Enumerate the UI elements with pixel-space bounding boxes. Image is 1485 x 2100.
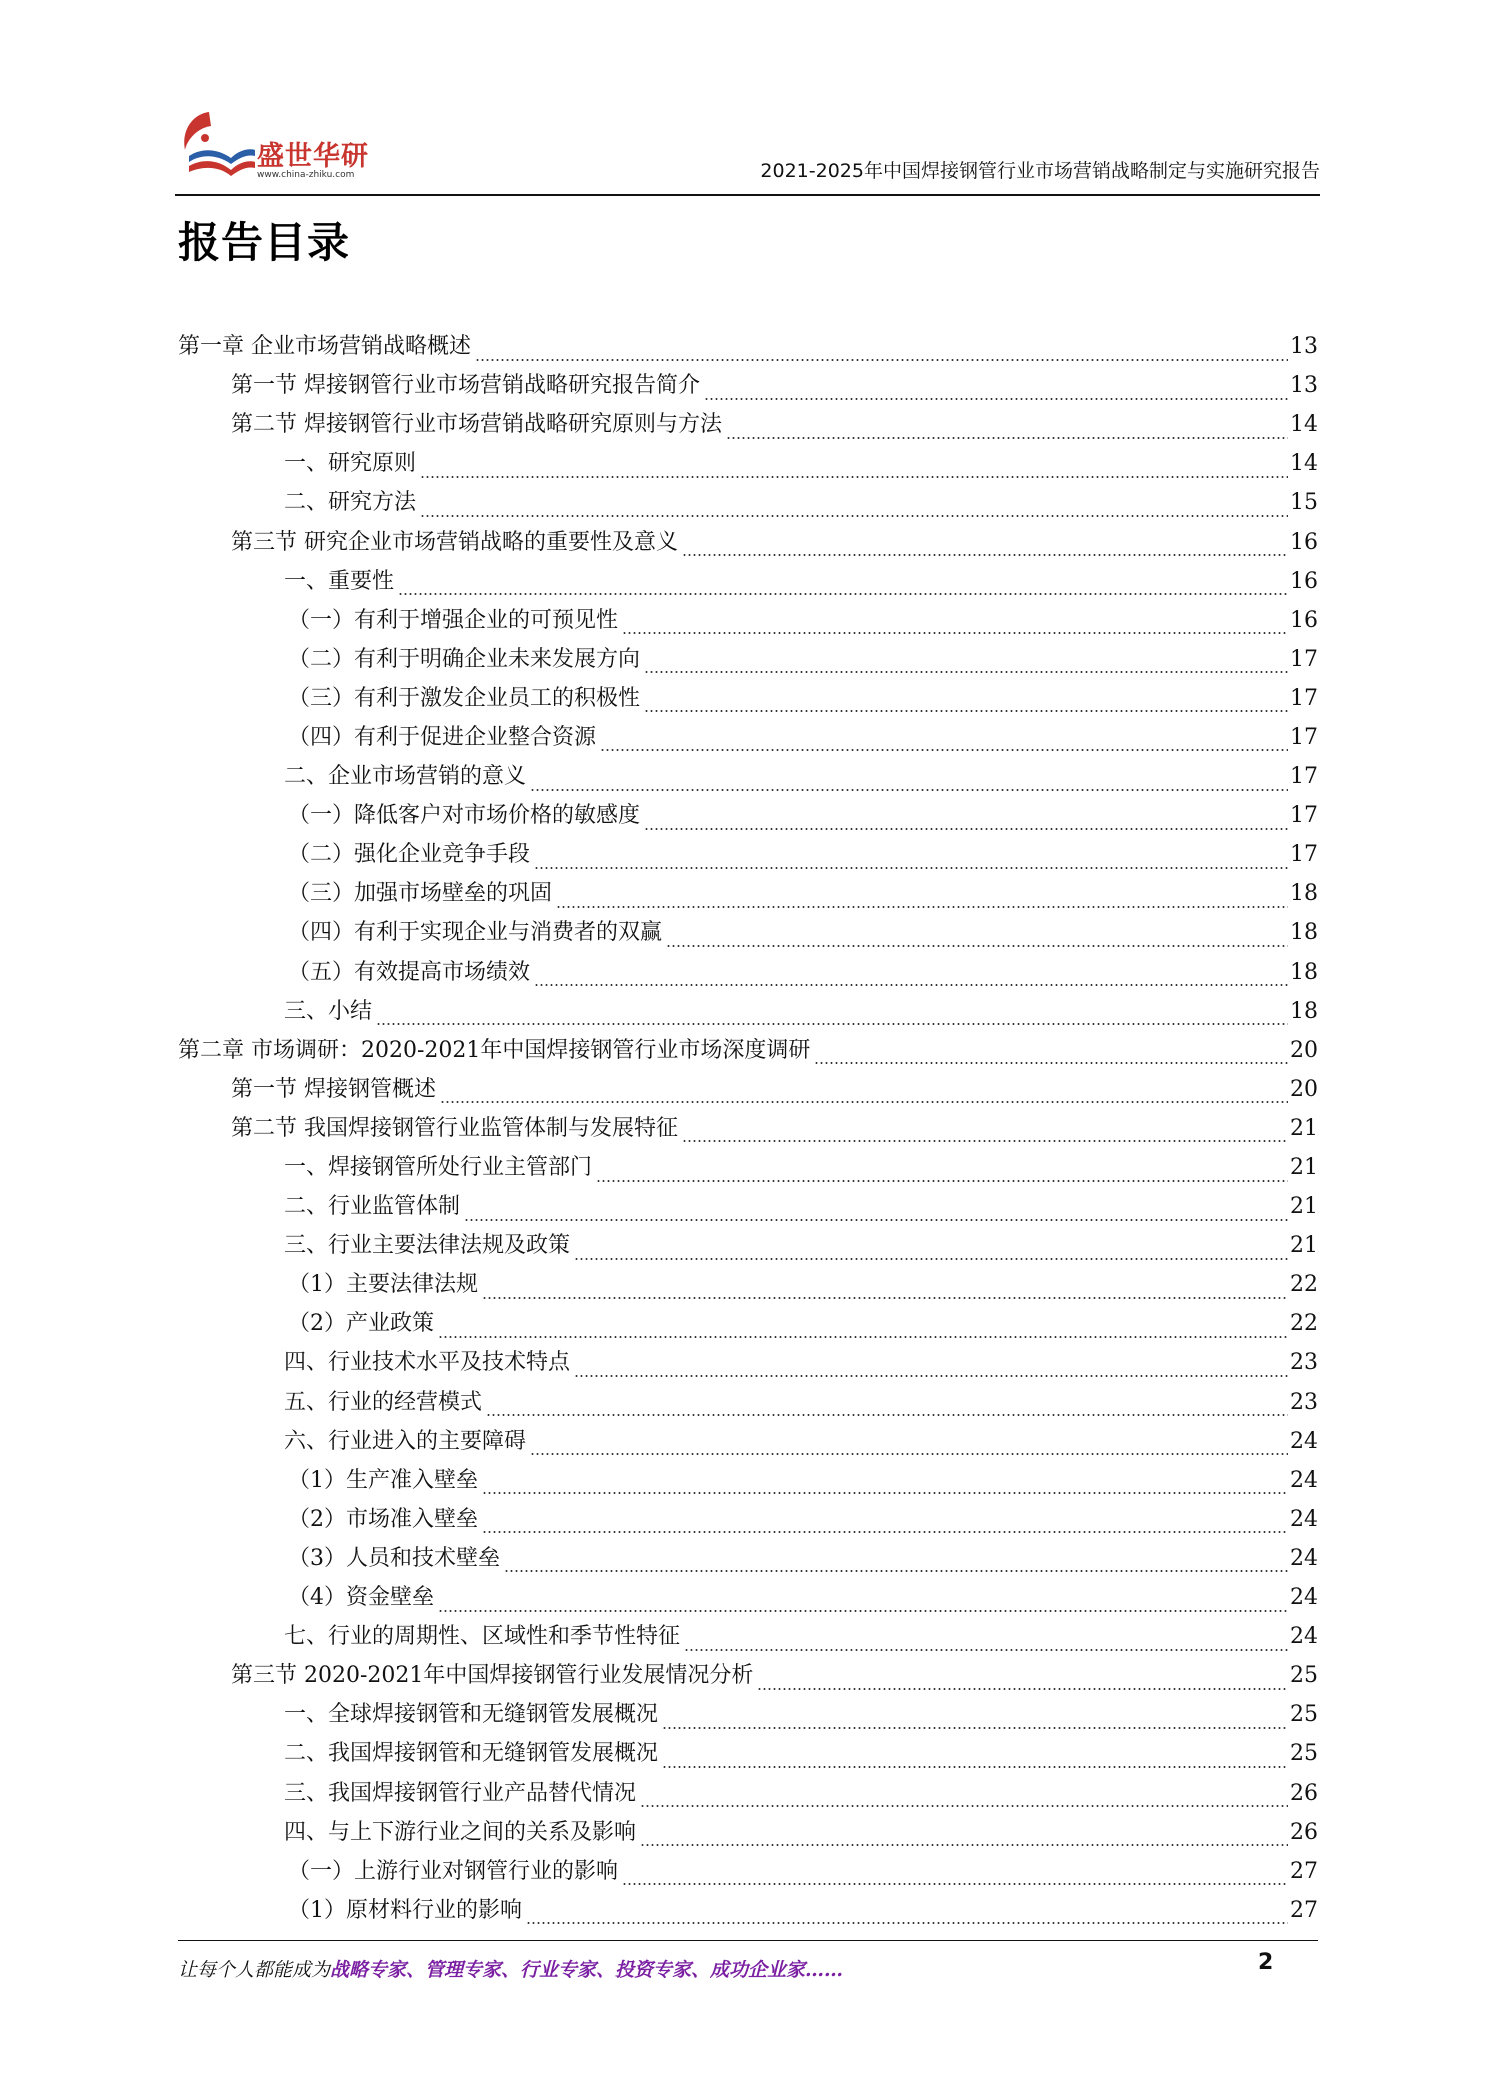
toc-entry-page: 17 <box>1290 724 1318 750</box>
toc-entry-page: 24 <box>1290 1467 1318 1493</box>
toc-entry-title: 一、重要性 <box>284 568 395 594</box>
toc-entry[interactable] <box>178 1656 1318 1695</box>
toc-dot-leader <box>504 1543 1288 1573</box>
toc-entry-page: 24 <box>1290 1428 1318 1454</box>
toc-entry-title: 四、与上下游行业之间的关系及影响 <box>284 1819 637 1845</box>
toc-entry[interactable] <box>178 1734 1318 1773</box>
toc-dot-leader <box>596 1153 1288 1183</box>
toc-entry[interactable] <box>178 1773 1318 1812</box>
toc-entry-page: 13 <box>1290 334 1318 360</box>
toc-entry-title: （二）强化企业竞争手段 <box>288 842 531 868</box>
toc-dot-leader <box>757 1661 1288 1691</box>
toc-entry-page: 14 <box>1290 451 1318 477</box>
toc-entry-title: （五）有效提高市场绩效 <box>288 959 531 985</box>
toc-entry[interactable] <box>178 1343 1318 1382</box>
toc-entry-title: 第二章 市场调研：2020-2021年中国焊接钢管行业市场深度调研 <box>178 1037 811 1063</box>
toc-entry-page: 24 <box>1290 1624 1318 1650</box>
toc-entry-title: （2）市场准入壁垒 <box>288 1506 478 1532</box>
toc-dot-leader <box>526 1895 1288 1925</box>
toc-dot-leader <box>534 957 1288 987</box>
toc-entry-page: 20 <box>1290 1037 1318 1063</box>
toc-entry-page: 17 <box>1290 764 1318 790</box>
toc-entry-page: 18 <box>1290 998 1318 1024</box>
toc-dot-leader <box>440 1074 1288 1104</box>
toc-dot-leader <box>682 527 1288 557</box>
toc-entry[interactable] <box>178 1695 1318 1734</box>
toc-dot-leader <box>530 1426 1288 1456</box>
toc-dot-leader <box>684 1622 1288 1652</box>
page-number: 2 <box>1258 1950 1274 1975</box>
toc-entry[interactable] <box>178 327 1318 366</box>
toc-entry-page: 27 <box>1290 1897 1318 1923</box>
toc-entry-page: 17 <box>1290 842 1318 868</box>
toc-dot-leader <box>482 1465 1288 1495</box>
toc-entry[interactable] <box>178 1226 1318 1265</box>
toc-entry-title: （4）资金壁垒 <box>288 1585 434 1611</box>
toc-dot-leader <box>644 683 1288 713</box>
toc-entry-title: 二、研究方法 <box>284 490 417 516</box>
toc-entry[interactable] <box>178 1070 1318 1109</box>
toc-entry[interactable] <box>178 444 1318 483</box>
toc-entry-page: 16 <box>1290 607 1318 633</box>
report-title: 2021-2025年中国焊接钢管行业市场营销战略制定与实施研究报告 <box>760 160 1320 182</box>
toc-entry-page: 13 <box>1290 373 1318 399</box>
toc-entry-title: 一、研究原则 <box>284 451 417 477</box>
toc-entry-page: 17 <box>1290 803 1318 829</box>
toc-entry-title: （一）有利于增强企业的可预见性 <box>288 607 619 633</box>
toc-entry[interactable] <box>178 1383 1318 1422</box>
toc-entry-page: 15 <box>1290 490 1318 516</box>
toc-entry-page: 24 <box>1290 1545 1318 1571</box>
toc-entry[interactable] <box>178 1187 1318 1226</box>
toc-dot-leader <box>438 1583 1288 1613</box>
toc-entry[interactable] <box>178 796 1318 835</box>
toc-entry-title: 二、行业监管体制 <box>284 1194 461 1220</box>
toc-dot-leader <box>640 1778 1288 1808</box>
toc-entry[interactable] <box>178 757 1318 796</box>
footer-divider <box>178 1940 1318 1941</box>
toc-entry[interactable] <box>178 1813 1318 1852</box>
book-logo-icon <box>175 106 257 186</box>
toc-dot-leader <box>662 1700 1288 1730</box>
toc-entry-title: 六、行业进入的主要障碍 <box>284 1428 527 1454</box>
toc-entry[interactable] <box>178 1539 1318 1578</box>
toc-entry-title: 第一节 焊接钢管概述 <box>231 1076 436 1102</box>
toc-entry-page: 18 <box>1290 959 1318 985</box>
toc-entry-title: 二、企业市场营销的意义 <box>284 764 527 790</box>
toc-entry-title: （二）有利于明确企业未来发展方向 <box>288 646 641 672</box>
toc-entry-page: 22 <box>1290 1311 1318 1337</box>
toc-entry[interactable] <box>178 1461 1318 1500</box>
toc-entry-title: 第二节 焊接钢管行业市场营销战略研究原则与方法 <box>231 412 722 438</box>
slogan-prefix: 让每个人都能成为 <box>178 1959 331 1981</box>
toc-entry-title: 三、小结 <box>284 998 373 1024</box>
toc-entry[interactable] <box>178 992 1318 1031</box>
toc-entry-page: 21 <box>1290 1233 1318 1259</box>
toc-entry[interactable] <box>178 874 1318 913</box>
toc-entry-page: 14 <box>1290 412 1318 438</box>
toc-heading: 报告目录 <box>178 218 351 267</box>
toc-dot-leader <box>376 996 1288 1026</box>
toc-entry-title: 第一节 焊接钢管行业市场营销战略研究报告简介 <box>231 373 700 399</box>
table-of-contents <box>178 327 1318 1930</box>
toc-entry-page: 16 <box>1290 529 1318 555</box>
toc-entry[interactable] <box>178 483 1318 522</box>
toc-entry-title: 第三节 研究企业市场营销战略的重要性及意义 <box>231 529 678 555</box>
toc-entry-page: 20 <box>1290 1076 1318 1102</box>
toc-entry-title: 七、行业的周期性、区域性和季节性特征 <box>284 1624 681 1650</box>
toc-entry-page: 26 <box>1290 1819 1318 1845</box>
toc-entry[interactable] <box>178 562 1318 601</box>
toc-entry-page: 25 <box>1290 1663 1318 1689</box>
header-divider <box>175 194 1320 196</box>
toc-entry[interactable] <box>178 679 1318 718</box>
toc-entry-title: 三、我国焊接钢管行业产品替代情况 <box>284 1780 637 1806</box>
toc-entry[interactable] <box>178 1578 1318 1617</box>
toc-entry-page: 17 <box>1290 685 1318 711</box>
toc-entry-title: 第二节 我国焊接钢管行业监管体制与发展特征 <box>231 1115 678 1141</box>
toc-entry[interactable] <box>178 1148 1318 1187</box>
toc-entry-page: 24 <box>1290 1506 1318 1532</box>
page-header <box>175 100 1320 196</box>
toc-entry-title: （三）加强市场壁垒的巩固 <box>288 881 553 907</box>
toc-entry-title: （一）上游行业对钢管行业的影响 <box>288 1858 619 1884</box>
toc-entry-page: 17 <box>1290 646 1318 672</box>
toc-entry[interactable] <box>178 1852 1318 1891</box>
toc-dot-leader <box>644 801 1288 831</box>
toc-entry[interactable] <box>178 366 1318 405</box>
toc-entry-title: （3）人员和技术壁垒 <box>288 1545 500 1571</box>
logo-name: 盛世华研 <box>257 141 369 172</box>
toc-dot-leader <box>622 605 1288 635</box>
toc-entry-title: 四、行业技术水平及技术特点 <box>284 1350 571 1376</box>
toc-dot-leader <box>438 1309 1288 1339</box>
toc-entry[interactable] <box>178 1891 1318 1930</box>
toc-dot-leader <box>482 1504 1288 1534</box>
toc-entry-title: （1）主要法律法规 <box>288 1272 478 1298</box>
toc-dot-leader <box>622 1856 1288 1886</box>
toc-dot-leader <box>398 566 1288 596</box>
toc-entry-page: 16 <box>1290 568 1318 594</box>
toc-entry[interactable] <box>178 835 1318 874</box>
toc-entry[interactable] <box>178 405 1318 444</box>
toc-entry[interactable] <box>178 953 1318 992</box>
toc-entry[interactable] <box>178 1422 1318 1461</box>
toc-entry[interactable] <box>178 1304 1318 1343</box>
company-logo <box>175 106 385 186</box>
toc-entry[interactable] <box>178 1265 1318 1304</box>
toc-entry-title: 一、焊接钢管所处行业主管部门 <box>284 1155 593 1181</box>
toc-entry-page: 27 <box>1290 1858 1318 1884</box>
toc-dot-leader <box>464 1192 1288 1222</box>
toc-entry-page: 25 <box>1290 1702 1318 1728</box>
toc-dot-leader <box>530 762 1288 792</box>
toc-dot-leader <box>574 1348 1288 1378</box>
footer-slogan <box>178 1955 843 1982</box>
toc-entry-page: 18 <box>1290 920 1318 946</box>
toc-dot-leader <box>644 644 1288 674</box>
toc-dot-leader <box>600 722 1288 752</box>
toc-dot-leader <box>556 879 1288 909</box>
toc-entry-title: 第一章 企业市场营销战略概述 <box>178 334 471 360</box>
toc-entry-title: （三）有利于激发企业员工的积极性 <box>288 685 641 711</box>
toc-entry[interactable] <box>178 1031 1318 1070</box>
toc-dot-leader <box>534 840 1288 870</box>
toc-entry[interactable] <box>178 522 1318 561</box>
toc-entry-page: 23 <box>1290 1350 1318 1376</box>
toc-entry[interactable] <box>178 1617 1318 1656</box>
toc-entry[interactable] <box>178 601 1318 640</box>
toc-entry-title: 五、行业的经营模式 <box>284 1389 483 1415</box>
toc-entry-title: （1）生产准入壁垒 <box>288 1467 478 1493</box>
toc-entry-title: （一）降低客户对市场价格的敏感度 <box>288 803 641 829</box>
logo-url: www.china-zhiku.com <box>257 170 355 180</box>
toc-entry-title: 三、行业主要法律法规及政策 <box>284 1233 571 1259</box>
toc-entry-page: 26 <box>1290 1780 1318 1806</box>
toc-entry[interactable] <box>178 640 1318 679</box>
toc-dot-leader <box>726 410 1288 440</box>
toc-entry-title: 一、全球焊接钢管和无缝钢管发展概况 <box>284 1702 659 1728</box>
toc-entry-page: 18 <box>1290 881 1318 907</box>
toc-entry-title: 第三节 2020-2021年中国焊接钢管行业发展情况分析 <box>231 1663 754 1689</box>
toc-dot-leader <box>640 1817 1288 1847</box>
toc-dot-leader <box>420 449 1288 479</box>
toc-entry-title: （2）产业政策 <box>288 1311 434 1337</box>
toc-entry-page: 24 <box>1290 1585 1318 1611</box>
toc-dot-leader <box>574 1231 1288 1261</box>
toc-entry[interactable] <box>178 1109 1318 1148</box>
toc-entry-page: 21 <box>1290 1194 1318 1220</box>
toc-entry-page: 23 <box>1290 1389 1318 1415</box>
toc-dot-leader <box>420 488 1288 518</box>
toc-dot-leader <box>666 918 1288 948</box>
toc-entry-page: 21 <box>1290 1115 1318 1141</box>
toc-dot-leader <box>482 1270 1288 1300</box>
toc-entry-page: 25 <box>1290 1741 1318 1767</box>
toc-entry-page: 22 <box>1290 1272 1318 1298</box>
toc-entry[interactable] <box>178 718 1318 757</box>
toc-entry[interactable] <box>178 1500 1318 1539</box>
toc-dot-leader <box>682 1113 1288 1143</box>
toc-entry-page: 21 <box>1290 1155 1318 1181</box>
toc-dot-leader <box>486 1387 1288 1417</box>
toc-dot-leader <box>662 1739 1288 1769</box>
toc-entry-title: （四）有利于实现企业与消费者的双赢 <box>288 920 663 946</box>
toc-dot-leader <box>814 1035 1288 1065</box>
toc-entry-title: （1）原材料行业的影响 <box>288 1897 522 1923</box>
toc-dot-leader <box>704 371 1288 401</box>
toc-entry-title: （四）有利于促进企业整合资源 <box>288 724 597 750</box>
toc-entry[interactable] <box>178 913 1318 952</box>
slogan-highlight: 战略专家、管理专家、行业专家、投资专家、成功企业家…… <box>330 1959 844 1981</box>
toc-entry-title: 二、我国焊接钢管和无缝钢管发展概况 <box>284 1741 659 1767</box>
toc-dot-leader <box>475 332 1288 362</box>
